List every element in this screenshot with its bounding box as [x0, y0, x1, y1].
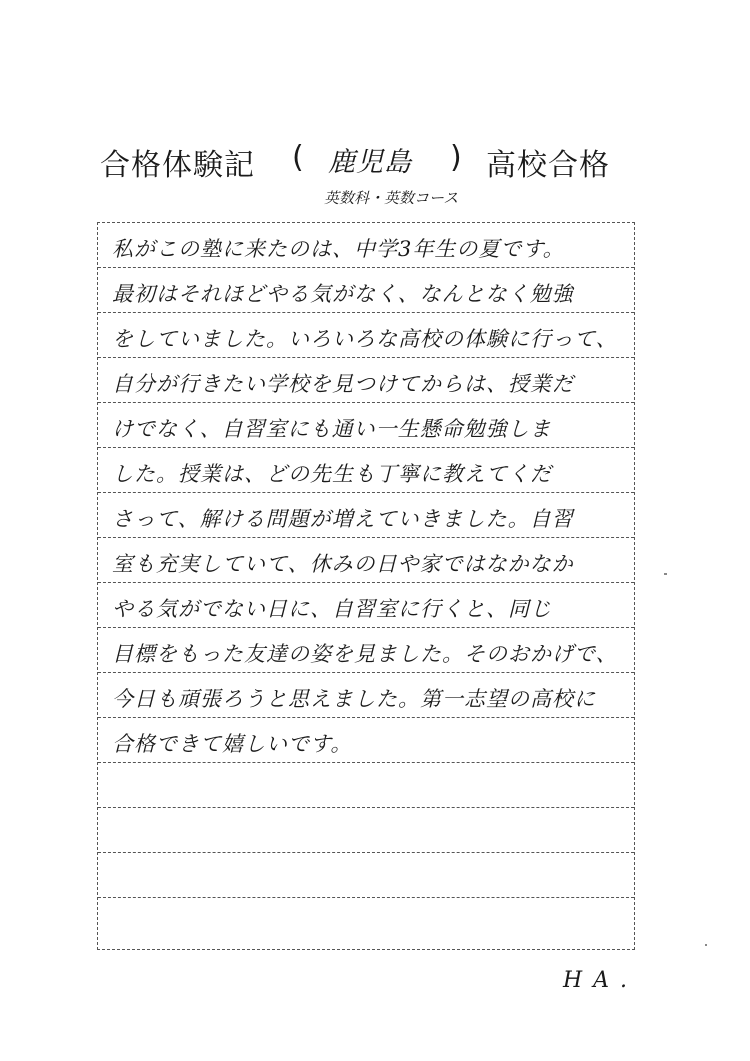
ruled-line [98, 312, 634, 313]
ruled-line [98, 267, 634, 268]
ruled-line [98, 402, 634, 403]
scan-speck [705, 944, 707, 946]
ruled-line [98, 717, 634, 718]
title-suffix: 高校合格 [486, 148, 610, 183]
essay-line: をしていました。いろいろな高校の体験に行って、 [112, 327, 618, 351]
ruled-line [98, 762, 634, 763]
scan-speck [664, 573, 667, 575]
ruled-line [98, 627, 634, 628]
course-name-handwritten: 英数科・英数コース [324, 189, 459, 207]
ruled-line [98, 447, 634, 448]
ruled-line [98, 582, 634, 583]
ruled-line [98, 852, 634, 853]
essay-line: 私がこの塾に来たのは、中学3年生の夏です。 [112, 237, 565, 261]
essay-line: した。授業は、どの先生も丁寧に教えてくだ [112, 462, 552, 486]
essay-line: 最初はそれほどやる気がなく、なんとなく勉強 [112, 282, 574, 306]
essay-line: 自分が行きたい学校を見つけてからは、授業だ [112, 372, 574, 396]
essay-line: 合格できて嬉しいです。 [112, 732, 353, 756]
ruled-line [98, 357, 634, 358]
ruled-line [98, 492, 634, 493]
essay-line: さって、解ける問題が増えていきました。自習 [112, 507, 574, 531]
ruled-line [98, 807, 634, 808]
title-main: 合格体験記 [100, 148, 255, 183]
essay-line: けでなく、自習室にも通い一生懸命勉強しま [112, 417, 552, 441]
author-initials: H A . [563, 968, 630, 993]
school-name-handwritten: 鹿児島 [328, 147, 412, 178]
essay-line: 目標をもった友達の姿を見ました。そのおかげで、 [112, 642, 618, 666]
essay-line: 今日も頑張ろうと思えました。第一志望の高校に [112, 687, 596, 711]
ruled-line [98, 672, 634, 673]
title-paren-close: ) [450, 140, 463, 175]
ruled-line [98, 537, 634, 538]
document-title [100, 140, 660, 190]
ruled-line [98, 897, 634, 898]
title-paren-open: ( [292, 140, 305, 175]
essay-line: やる気がでない日に、自習室に行くと、同じ [112, 597, 552, 621]
essay-writing-area [97, 222, 635, 950]
essay-line: 室も充実していて、休みの日や家ではなかなか [112, 552, 574, 576]
